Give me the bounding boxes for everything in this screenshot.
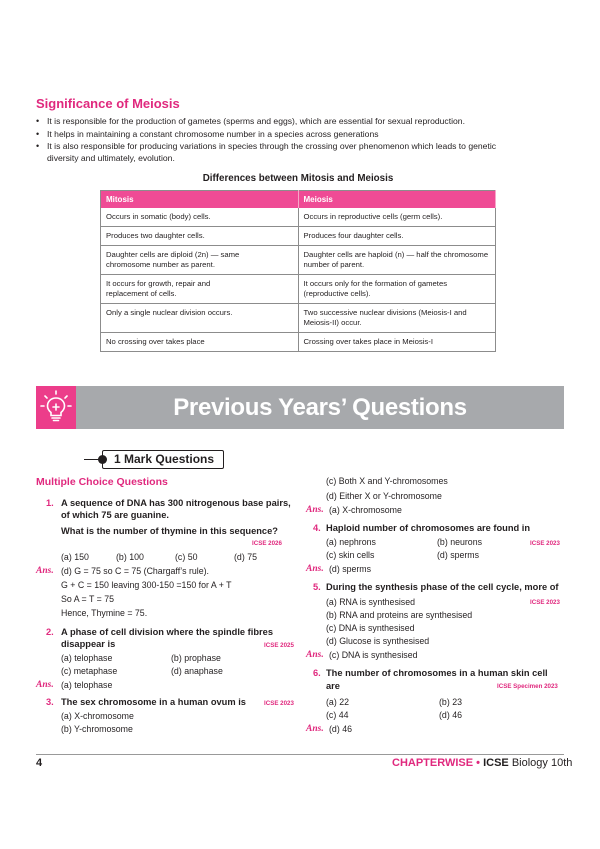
answer-text: (d) G = 75 so C = 75 (Chargaff’s rule). xyxy=(61,566,209,576)
comparison-table xyxy=(100,190,496,352)
table-row xyxy=(101,245,496,274)
option: (b) Y-chromosome xyxy=(61,724,133,734)
cell-text: replacement of cells. xyxy=(106,288,177,298)
cell-text: It occurs for growth, repair and xyxy=(106,278,211,288)
answer-text: G + C = 150 leaving 300-150 =150 for A + T xyxy=(61,580,232,590)
column-header-meiosis: Meiosis xyxy=(298,191,496,208)
option: (a) RNA is synthesised xyxy=(326,597,415,607)
question-text: Haploid number of chromosomes are found in xyxy=(326,523,531,533)
table-cell xyxy=(298,226,496,245)
option: (a) nephrons xyxy=(326,537,376,547)
answer-text: So A = T = 75 xyxy=(61,594,114,604)
footer-brand: CHAPTERWISE xyxy=(392,757,474,769)
table-caption: Differences between Mitosis and Meiosis xyxy=(202,173,394,184)
list-item: • It is responsible for the production of gametes (sperms and eggs), which are essential for sexual reproduction. xyxy=(36,116,568,128)
option: (b) 100 xyxy=(116,552,144,562)
cell-text: Produces four daughter cells. xyxy=(303,230,404,240)
answer-text: (d) 46 xyxy=(329,724,352,734)
exam-tag: ICSE Specimen 2023 xyxy=(497,683,558,690)
exam-tag: ICSE 2026 xyxy=(252,540,282,547)
table-row xyxy=(101,274,496,303)
table-cell xyxy=(101,274,299,303)
cell-text: Occurs in reproductive cells (germ cells). xyxy=(303,211,443,221)
option: (d) sperms xyxy=(437,550,480,560)
option: (c) 50 xyxy=(175,552,198,562)
cell-text: Crossing over takes place in Meiosis-I xyxy=(303,336,433,346)
lightbulb-icon xyxy=(36,386,76,429)
table-row xyxy=(101,208,496,227)
cell-text: (reproductive cells). xyxy=(303,288,371,298)
footer-bullet: • xyxy=(476,757,481,769)
exam-tag: ICSE 2023 xyxy=(530,540,560,547)
question-number: 5. xyxy=(313,582,321,592)
cell-text: Produces two daughter cells. xyxy=(106,230,205,240)
question-text: A sequence of DNA has 300 nitrogenous base pairs, xyxy=(61,498,291,508)
column-header-mitosis: Mitosis xyxy=(101,191,299,208)
option: (a) 22 xyxy=(326,697,349,707)
section-banner-title: Previous Years’ Questions xyxy=(76,386,564,429)
answer-text: (a) telophase xyxy=(61,680,113,690)
list-item-text: diversity and ultimately, evolution. xyxy=(47,152,175,163)
question-text: disappear is xyxy=(61,639,116,649)
question-text: of which 75 are guanine. xyxy=(61,510,169,520)
option: (c) Both X and Y-chromosomes xyxy=(326,476,448,486)
list-item: • It helps in maintaining a constant chromosome number in a species across generations xyxy=(36,129,568,141)
table-cell xyxy=(101,208,299,227)
exam-tag: ICSE 2025 xyxy=(264,642,294,649)
table-cell xyxy=(101,226,299,245)
table-cell xyxy=(101,303,299,332)
option: (c) metaphase xyxy=(61,666,118,676)
page-number: 4 xyxy=(36,757,43,769)
table-row xyxy=(101,226,496,245)
table-cell xyxy=(298,245,496,274)
question-number: 3. xyxy=(46,697,54,707)
footer-divider xyxy=(36,754,564,755)
question-text: A phase of cell division where the spindle fibres xyxy=(61,627,273,637)
question-text: What is the number of thymine in this sequence? xyxy=(61,526,278,536)
question-text: are xyxy=(326,681,340,691)
footer-subject: Biology 10th xyxy=(511,757,573,769)
question-number: 1. xyxy=(46,498,54,508)
list-item xyxy=(36,141,568,164)
question-number: 6. xyxy=(313,668,321,678)
list-item-text: It is also responsible for producing variations in species through the crossing over phenomenon which leads to genetic xyxy=(47,141,497,151)
question-text: The sex chromosome in a human ovum is xyxy=(61,697,246,707)
answer-label: Ans. xyxy=(306,505,324,515)
exam-tag: ICSE 2023 xyxy=(530,599,560,606)
table-cell xyxy=(298,332,496,351)
cell-text: Meiosis-II) occur. xyxy=(303,317,362,327)
table-cell xyxy=(101,332,299,351)
answer-text: (a) X-chromosome xyxy=(329,505,402,515)
table-row xyxy=(101,332,496,351)
answer-text: (c) DNA is synthesised xyxy=(329,650,418,660)
answer-label: Ans. xyxy=(306,650,324,660)
answer-label: Ans. xyxy=(306,564,324,574)
option: (d) 75 xyxy=(234,552,257,562)
significance-list xyxy=(36,116,568,165)
answer-text: (d) sperms xyxy=(329,564,372,574)
table-header-row xyxy=(101,191,496,208)
question-number: 2. xyxy=(46,627,54,637)
question-text: During the synthesis phase of the cell cycle, more of xyxy=(326,582,559,592)
cell-text: No crossing over takes place xyxy=(106,336,205,346)
cell-text: It occurs only for the formation of gametes xyxy=(303,278,448,288)
exam-tag: ICSE 2023 xyxy=(264,700,294,707)
marks-label: 1 Mark Questions xyxy=(114,452,215,466)
option: (d) Either X or Y-chromosome xyxy=(326,491,442,501)
cell-text: number of parent. xyxy=(303,259,365,269)
option: (d) 46 xyxy=(439,710,462,720)
bullet-dot-icon xyxy=(98,455,107,464)
footer-series: ICSE xyxy=(483,757,509,769)
question-number: 4. xyxy=(313,523,321,533)
table-cell xyxy=(298,208,496,227)
option: (b) neurons xyxy=(437,537,482,547)
option: (a) X-chromosome xyxy=(61,711,134,721)
table-cell xyxy=(298,274,496,303)
option: (b) 23 xyxy=(439,697,462,707)
mcq-subheading: Multiple Choice Questions xyxy=(36,476,168,488)
cell-text: chromosome number as parent. xyxy=(106,259,215,269)
answer-label: Ans. xyxy=(36,680,54,690)
answer-label: Ans. xyxy=(36,566,54,576)
answer-label: Ans. xyxy=(306,724,324,734)
option: (c) 44 xyxy=(326,710,349,720)
cell-text: Only a single nuclear division occurs. xyxy=(106,307,233,317)
cell-text: Daughter cells are diploid (2n) — same xyxy=(106,249,240,259)
section-heading-significance: Significance of Meiosis xyxy=(36,96,180,111)
option: (d) Glucose is synthesised xyxy=(326,636,430,646)
option: (c) DNA is synthesised xyxy=(326,623,415,633)
table-cell xyxy=(101,245,299,274)
option: (d) anaphase xyxy=(171,666,223,676)
cell-text: Daughter cells are haploid (n) — half the chromosome xyxy=(303,249,489,259)
option: (b) prophase xyxy=(171,653,221,663)
question-text: The number of chromosomes in a human skin cell xyxy=(326,668,548,678)
option: (a) telophase xyxy=(61,653,113,663)
option: (b) RNA and proteins are synthesised xyxy=(326,610,473,620)
answer-text: Hence, Thymine = 75. xyxy=(61,608,148,618)
option: (a) 150 xyxy=(61,552,89,562)
cell-text: Two successive nuclear divisions (Meiosis-I and xyxy=(303,307,467,317)
table-row xyxy=(101,303,496,332)
option: (c) skin cells xyxy=(326,550,375,560)
cell-text: Occurs in somatic (body) cells. xyxy=(106,211,211,221)
footer-book-title xyxy=(392,757,572,769)
table-cell xyxy=(298,303,496,332)
